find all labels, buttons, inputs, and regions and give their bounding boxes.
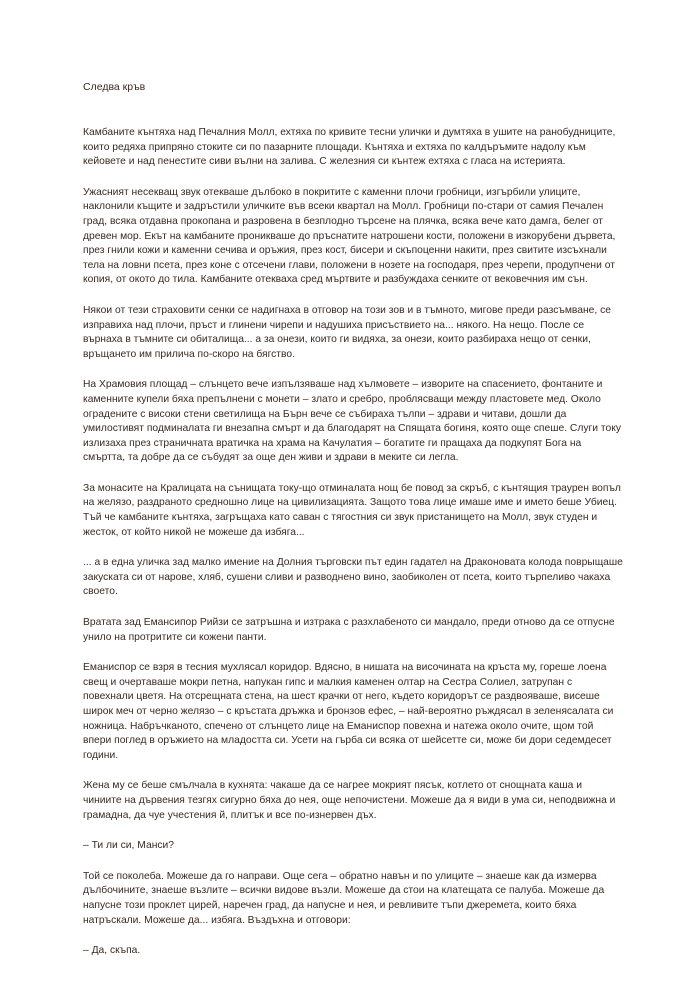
paragraph: Еманиспор се взря в тесния мухлясал коридор. Вдясно, в нишата на височината на кръста му, гореше лоена свещ и очертаваше мокри петна, напукан гипс и малкия каменен олтар на Сестра Солиел, затрупан с повехнали цветя. На отсрещната стена, на шест крачки от него, където коридорът се раздвояваше, висеше широк меч от черно желязо – с кръстата дръжка и бронзов ефес, – най-вероятно ръждясал в зеленясалата си ножница. Набръчканото, спечено от слънцето лице на Еманиспор повехна и натежа около очите, щом той впери поглед в оръжието на младостта си. Усети на гърба си всяка от шейсетте си, може би дори седемдесет години. (83, 662, 614, 761)
chapter-title: Следва кръв (83, 81, 146, 93)
paragraph: На Храмовия площад – слънцето вече изпълзяваше над хълмовете – изворите на спасението, фонтаните и каменните купели бяха препълнени с монети – злато и сребро, проблясващи между пластовете мед. Около оградените с високи стени светилища на Бърн вече се събираха тълпи – здрави и читави, дошли да умилостивят подминалата ги внезапна смърт и да благодарят на Спящата богиня, която още спеше. Слуги току излизаха през страничната вратичка на храма на Качулатия – богатите ги пращаха да подкупят Бога на смъртта, та добре да се събудят за още ден живи и здрави в меките си легла. (83, 379, 621, 464)
paragraph: Ужасният несекващ звук отекваше дълбоко в покритите с каменни плочи гробници, изгърбили улиците, наклонили къщите и задръстили уличките във всеки квартал на Молл. Гробници по-стари от самия Печален град, всяка отдавна прокопана и разровена в безплодно търсене на плячка, всяка вече като дамга, белег от древен мор. Екът на камбаните проникваше до пръснатите натрошени кости, положени в изкорубени дървета, през гнили кожи и каменни сечива и оръжия, през кост, бисери и скъпоценни накити, през свитите изсъхнали тела на ловни псета, през коне с отсечени глави, положени в нозете на господаря, през черепи, продупчени от копия, от окото до тила. Камбаните отекваха сред мъртвите и разбуждаха сенките от вековечния им сън. (83, 186, 616, 286)
paragraph: Камбаните кънтяха над Печалния Молл, ехтяха по кривите тесни улички и думтяха в ушите на ранобудниците, които редяха припряно стоките си по пазарните площади. Кънтяха и ехтяха по калдъръмите надолу към кейовете и над пенестите сиви вълни на залива. С железния си кънтеж ехтяха с гласа на истерията. (83, 127, 616, 168)
paragraph: Вратата зад Емансипор Рийзи се затръшна и изтрака с разхлабеното си мандало, преди отново да се отпусне унило на протритите си кожени панти. (83, 617, 615, 643)
paragraph: Жена му се беше смълчала в кухнята: чакаше да се нагрее мокрият пясък, котлето от снощната каша и чиниите на дървения тезгях сигурно бяха до нея, още непочистени. Можеше да я види в ума си, неподвижна и грамадна, да чуе учестения й, плитък и все по-изнервен дъх. (83, 780, 616, 821)
paragraph: За монасите на Кралицата на сънищата току-що отминалата нощ бе повод за скръб, с кънтящия траурен вопъл на желязо, раздраното средношно лице на цивилизацията. Защото това лице имаше име и името беше Убиец. Тъй че камбаните кънтяха, загръщаха като саван с тягостния си звук пристанището на Молл, звук студен и жесток, от който никой не можеше да избяга... (83, 482, 621, 538)
chapter-body (83, 126, 623, 975)
dialogue-line: – Ти ли си, Манси? (83, 840, 175, 852)
paragraph: ... а в една уличка зад малко имение на Долния търговски път един гадател на Драконовата колода поврыщаше закуската си от нарове, хляб, сушени сливи и разводнено вино, заобиколен от псета, които търпеливо чакаха своето. (83, 557, 623, 598)
dialogue-line: – Да, скъпа. (83, 945, 141, 957)
paragraph: Той се поколеба. Можеше да го направи. Още сега – обратно навън и по улиците – знаеше как да измерва дълбочините, знаеше възлите – всички видове възли. Можеше да стои на клатещата се палуба. Можеше да напусне този проклет цирей, наречен град, да напусне и нея, и ревливите тъпи джеремета, които бяха натръскали. Можеше да... избяга. Въздъхна и отговори: (83, 870, 605, 926)
paragraph: Някои от тези страховити сенки се надигнаха в отговор на този зов и в тъмното, мигове преди разсъмване, се изправиха над плочи, пръст и глинени чирепи и надушиха присъствието на... някого. На нещо. После се върнаха в тъмните си обиталища... а за онези, които ги видяха, за онези, които разбираха нещо от сенки, връщането им прилича по-скоро на бягство. (83, 304, 612, 360)
